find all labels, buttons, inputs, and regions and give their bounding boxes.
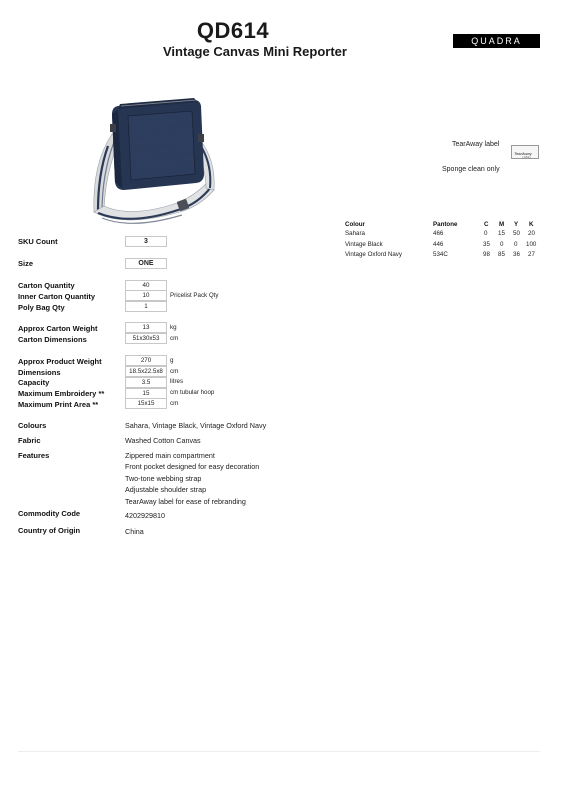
- pantone-header-y: Y: [514, 221, 519, 228]
- pantone-row-k: 20: [528, 230, 535, 237]
- sku-count-value: 3: [125, 236, 167, 247]
- tearaway-logo-text: TearAway: [514, 151, 532, 156]
- pantone-row-m: 15: [498, 230, 505, 237]
- pantone-header-k: K: [529, 221, 534, 228]
- dimensions-label: Dimensions: [18, 368, 61, 377]
- pantone-row-k: 27: [528, 251, 535, 258]
- max-embroidery-unit: cm tubular hoop: [170, 389, 215, 396]
- carton-weight-value: 13: [125, 322, 167, 333]
- inner-carton-quantity-label: Inner Carton Quantity: [18, 292, 96, 301]
- max-print-area-value: 15x15: [125, 398, 167, 409]
- pantone-row-colour: Sahara: [345, 230, 365, 237]
- product-weight-unit: g: [170, 357, 174, 364]
- pantone-row-colour: Vintage Oxford Navy: [345, 251, 402, 258]
- tearaway-logo-subtext: LABEL: [522, 156, 532, 159]
- pantone-row-pantone: 446: [433, 241, 444, 248]
- carton-quantity-label: Carton Quantity: [18, 281, 75, 290]
- product-title: Vintage Canvas Mini Reporter: [163, 44, 347, 59]
- poly-bag-qty-label: Poly Bag Qty: [18, 303, 65, 312]
- carton-dimensions-label: Carton Dimensions: [18, 335, 87, 344]
- pantone-header-pantone: Pantone: [433, 221, 458, 228]
- pantone-row-c: 0: [484, 230, 488, 237]
- product-weight-value: 270: [125, 355, 167, 366]
- pantone-row-pantone: 466: [433, 230, 444, 237]
- care-instructions: Sponge clean only: [442, 166, 500, 173]
- fabric-value: Washed Cotton Canvas: [125, 436, 201, 445]
- pantone-row-k: 100: [526, 241, 537, 248]
- carton-weight-label: Approx Carton Weight: [18, 324, 98, 333]
- pantone-row-y: 36: [513, 251, 520, 258]
- capacity-label: Capacity: [18, 378, 50, 387]
- product-code: QD614: [196, 18, 270, 43]
- pantone-header-colour: Colour: [345, 221, 365, 228]
- pantone-header-m: M: [499, 221, 505, 228]
- feature-item: TearAway label for ease of rebranding: [125, 497, 246, 506]
- country-of-origin-label: Country of Origin: [18, 526, 81, 535]
- max-embroidery-value: 15: [125, 388, 167, 399]
- pricelist-pack-qty-note: Pricelist Pack Qty: [170, 292, 219, 299]
- sku-count-label: SKU Count: [18, 237, 58, 246]
- max-print-area-unit: cm: [170, 400, 179, 407]
- max-embroidery-label: Maximum Embroidery **: [18, 389, 105, 398]
- feature-item: Zippered main compartment: [125, 451, 215, 460]
- footer-divider: [18, 751, 540, 752]
- poly-bag-qty-value: 1: [125, 301, 167, 312]
- pantone-row-pantone: 534C: [433, 251, 448, 258]
- pantone-row-m: 85: [498, 251, 505, 258]
- carton-dimensions-unit: cm: [170, 335, 179, 342]
- inner-carton-quantity-value: 10: [125, 290, 167, 301]
- capacity-unit: litres: [170, 378, 184, 385]
- feature-item: Front pocket designed for easy decoration: [125, 462, 260, 471]
- capacity-value: 3.5: [125, 377, 167, 388]
- carton-weight-unit: kg: [170, 324, 177, 331]
- pantone-row-c: 98: [483, 251, 490, 258]
- colours-label: Colours: [18, 421, 47, 430]
- carton-quantity-value: 40: [125, 280, 167, 291]
- feature-item: Adjustable shoulder strap: [125, 485, 207, 494]
- pantone-row-m: 0: [500, 241, 504, 248]
- tearaway-logo-icon: [511, 145, 539, 159]
- product-weight-label: Approx Product Weight: [18, 357, 102, 366]
- commodity-code-label: Commodity Code: [18, 509, 81, 518]
- pantone-row-colour: Vintage Black: [345, 241, 383, 248]
- colours-value: Sahara, Vintage Black, Vintage Oxford Navy: [125, 421, 267, 430]
- tearaway-label-note: TearAway label: [452, 141, 500, 148]
- product-image: [84, 94, 224, 230]
- brand-logo: QUADRA: [453, 34, 540, 48]
- pantone-row-y: 0: [514, 241, 518, 248]
- max-print-area-label: Maximum Print Area **: [18, 400, 99, 409]
- dimensions-value: 18.5x22.5x8: [125, 366, 167, 377]
- country-of-origin-value: China: [125, 527, 144, 536]
- pantone-row-c: 35: [483, 241, 490, 248]
- feature-item: Two-tone webbing strap: [125, 474, 202, 483]
- dimensions-unit: cm: [170, 368, 179, 375]
- carton-dimensions-value: 51x30x53: [125, 333, 167, 344]
- commodity-code-value: 4202929810: [125, 511, 165, 520]
- fabric-label: Fabric: [18, 436, 41, 445]
- size-label: Size: [18, 259, 34, 268]
- features-label: Features: [18, 451, 50, 460]
- pantone-header-c: C: [484, 221, 489, 228]
- pantone-row-y: 50: [513, 230, 520, 237]
- size-value: ONE: [125, 258, 167, 269]
